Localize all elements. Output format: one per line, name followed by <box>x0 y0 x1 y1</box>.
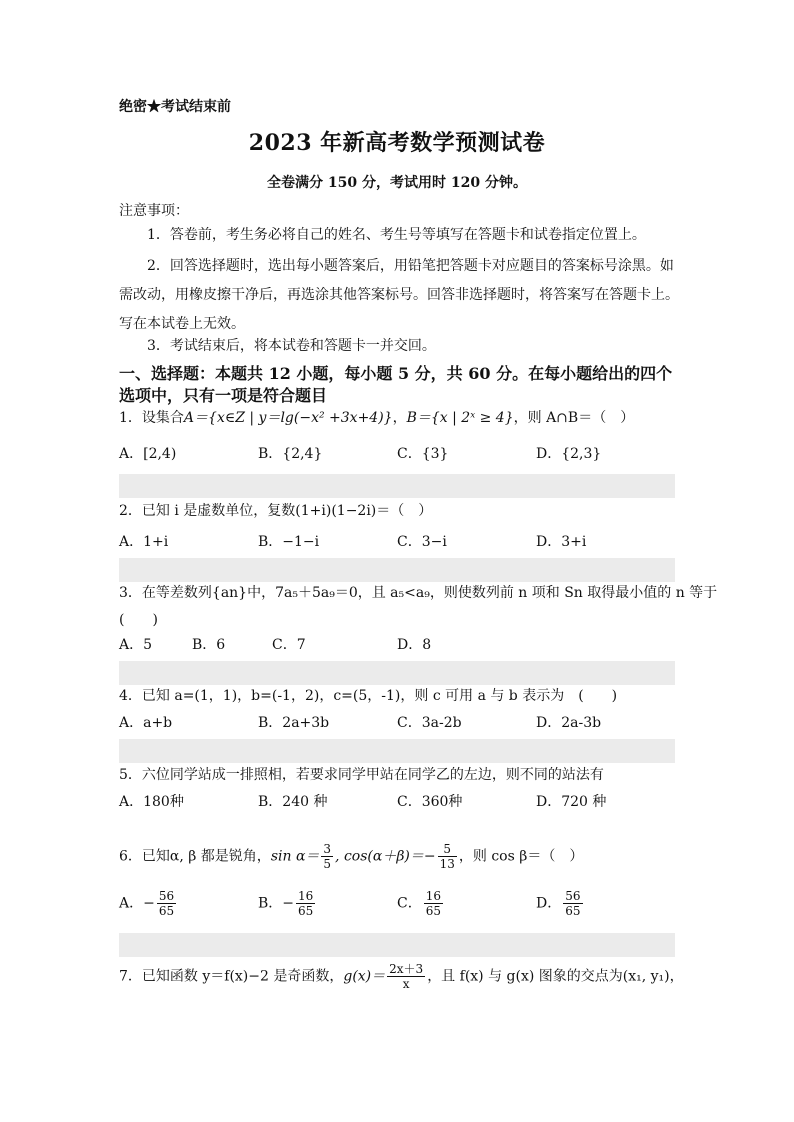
q6-option-d <box>536 889 585 918</box>
option-label: D． <box>536 895 562 912</box>
q1-sep: ， <box>392 410 407 426</box>
q6-fraction-2 <box>438 842 457 871</box>
notes-heading: 注意事项： <box>119 203 189 219</box>
denominator: 65 <box>565 904 581 918</box>
q7-text: 7．已知函数 y＝f(x)−2 是奇函数， <box>119 968 344 985</box>
answer-band <box>119 933 675 957</box>
q1-option-c: C．{3} <box>397 446 449 462</box>
q1-ask: ，则 A∩B＝（ ） <box>513 410 635 426</box>
q2-option-d: D．3+i <box>536 534 587 550</box>
page-title: 2023 年新高考数学预测试卷 <box>248 130 546 156</box>
q1-option-d: D．{2,3} <box>536 446 602 462</box>
question-3-stem: 3．在等差数列{an}中，7a₅＋5a₉＝0，且 a₅<a₉，则使数列前 n 项和 Sn 取得最小值的 n 等于 <box>119 585 718 601</box>
q4-option-b: B．2a+3b <box>258 715 330 731</box>
question-6-stem <box>119 842 583 871</box>
denominator: 13 <box>439 857 455 871</box>
q3-option-d: D．8 <box>397 637 432 653</box>
answer-band <box>119 558 675 582</box>
q7-fraction <box>387 962 425 991</box>
question-7-stem <box>119 962 684 991</box>
option-fraction <box>424 889 443 918</box>
q7-rest: ，且 f(x) 与 g(x) 图象的交点为(x₁, y₁)， <box>427 968 684 985</box>
option-label: A． <box>119 895 144 912</box>
question-5-stem: 5．六位同学站成一排照相，若要求同学甲站在同学乙的左边，则不同的站法有 <box>119 767 604 783</box>
answer-band <box>119 739 675 763</box>
option-sign: − <box>143 895 155 912</box>
q4-option-c: C．3a-2b <box>397 715 462 731</box>
numerator: 3 <box>323 842 332 856</box>
q1-set-b: B＝{x | 2ˣ ≥ 4} <box>406 410 514 426</box>
option-label: B． <box>258 895 283 912</box>
denominator: 65 <box>158 904 175 918</box>
q1-set-a: A＝{x∈Z | y＝lg(−x² +3x+4)} <box>183 410 393 426</box>
option-fraction <box>563 889 582 918</box>
q6-cos: , cos(α＋β)＝− <box>335 848 436 865</box>
note-item-3: 3．考试结束后，将本试卷和答题卡一并交回。 <box>147 338 436 354</box>
question-3-paren: ( ) <box>119 612 158 628</box>
numerator: 16 <box>298 889 314 903</box>
q5-option-b: B．240 种 <box>258 794 328 810</box>
note-item-1: 1．答卷前，考生务必将自己的姓名、考生号等填写在答题卡和试卷指定位置上。 <box>147 227 646 243</box>
q5-option-a: A．180种 <box>119 794 184 810</box>
numerator: 2x＋3 <box>389 962 424 976</box>
q6-option-c <box>397 889 445 918</box>
numerator: 56 <box>565 889 581 903</box>
denominator: 65 <box>425 904 441 918</box>
section-title: 一、选择题：本题共 12 小题，每小题 5 分，共 60 分。在每小题给出的四个选项中，只有一项是符合题目 <box>119 364 673 405</box>
numerator: 56 <box>158 889 175 903</box>
q6-text: 6．已知α, β 都是锐角， <box>119 848 271 865</box>
answer-band <box>119 661 675 685</box>
option-label: C． <box>397 895 422 912</box>
q1-option-b: B．{2,4} <box>258 446 323 462</box>
q6-fraction-1 <box>321 842 333 871</box>
q7-gx: g(x)＝ <box>343 968 386 985</box>
q6-option-a <box>119 889 178 918</box>
q4-option-d: D．2a-3b <box>536 715 602 731</box>
option-sign: − <box>282 895 295 912</box>
q5-option-d: D．720 种 <box>536 794 607 810</box>
q2-option-c: C．3−i <box>397 534 447 550</box>
denominator: 5 <box>323 857 332 871</box>
q2-option-a: A．1+i <box>119 534 169 550</box>
question-2-stem: 2．已知 i 是虚数单位，复数(1+i)(1−2i)＝（ ） <box>119 503 433 519</box>
question-4-stem: 4．已知 a=(1，1)，b=(-1，2)，c=(5，-1)，则 c 可用 a 与 b 表示为 ( ) <box>119 688 618 704</box>
q6-option-b <box>258 889 317 918</box>
secret-label: 绝密★考试结束前 <box>119 99 231 115</box>
q1-option-a: A．[2,4) <box>119 446 177 462</box>
q4-option-a: A．a+b <box>119 715 173 731</box>
q6-sin: sin α＝ <box>270 848 320 865</box>
question-1-stem <box>119 407 634 427</box>
q1-text: 1．设集合 <box>119 410 184 426</box>
note-item-2: 2．回答选择题时，选出每小题答案后，用铅笔把答题卡对应题目的答案标号涂黑。如需改动，用橡皮擦干净后，再选涂其他答案标号。回答非选择题时，将答案写在答题卡上。写在本试卷上无效。 <box>119 258 679 332</box>
q5-option-c: C．360种 <box>397 794 463 810</box>
q3-option-a: A．5 <box>119 637 153 653</box>
page-subtitle: 全卷满分 150 分，考试用时 120 分钟。 <box>267 175 527 191</box>
q3-option-c: C．7 <box>272 637 306 653</box>
q6-ask: ，则 cos β＝（ ） <box>458 848 584 865</box>
numerator: 5 <box>438 842 457 857</box>
q3-option-b: B．6 <box>192 637 226 653</box>
option-fraction <box>157 889 176 918</box>
denominator: 65 <box>298 904 314 918</box>
answer-band <box>119 474 675 498</box>
numerator: 16 <box>425 889 441 903</box>
q2-option-b: B．−1−i <box>258 534 320 550</box>
option-fraction <box>296 889 315 918</box>
denominator: x <box>402 977 410 991</box>
